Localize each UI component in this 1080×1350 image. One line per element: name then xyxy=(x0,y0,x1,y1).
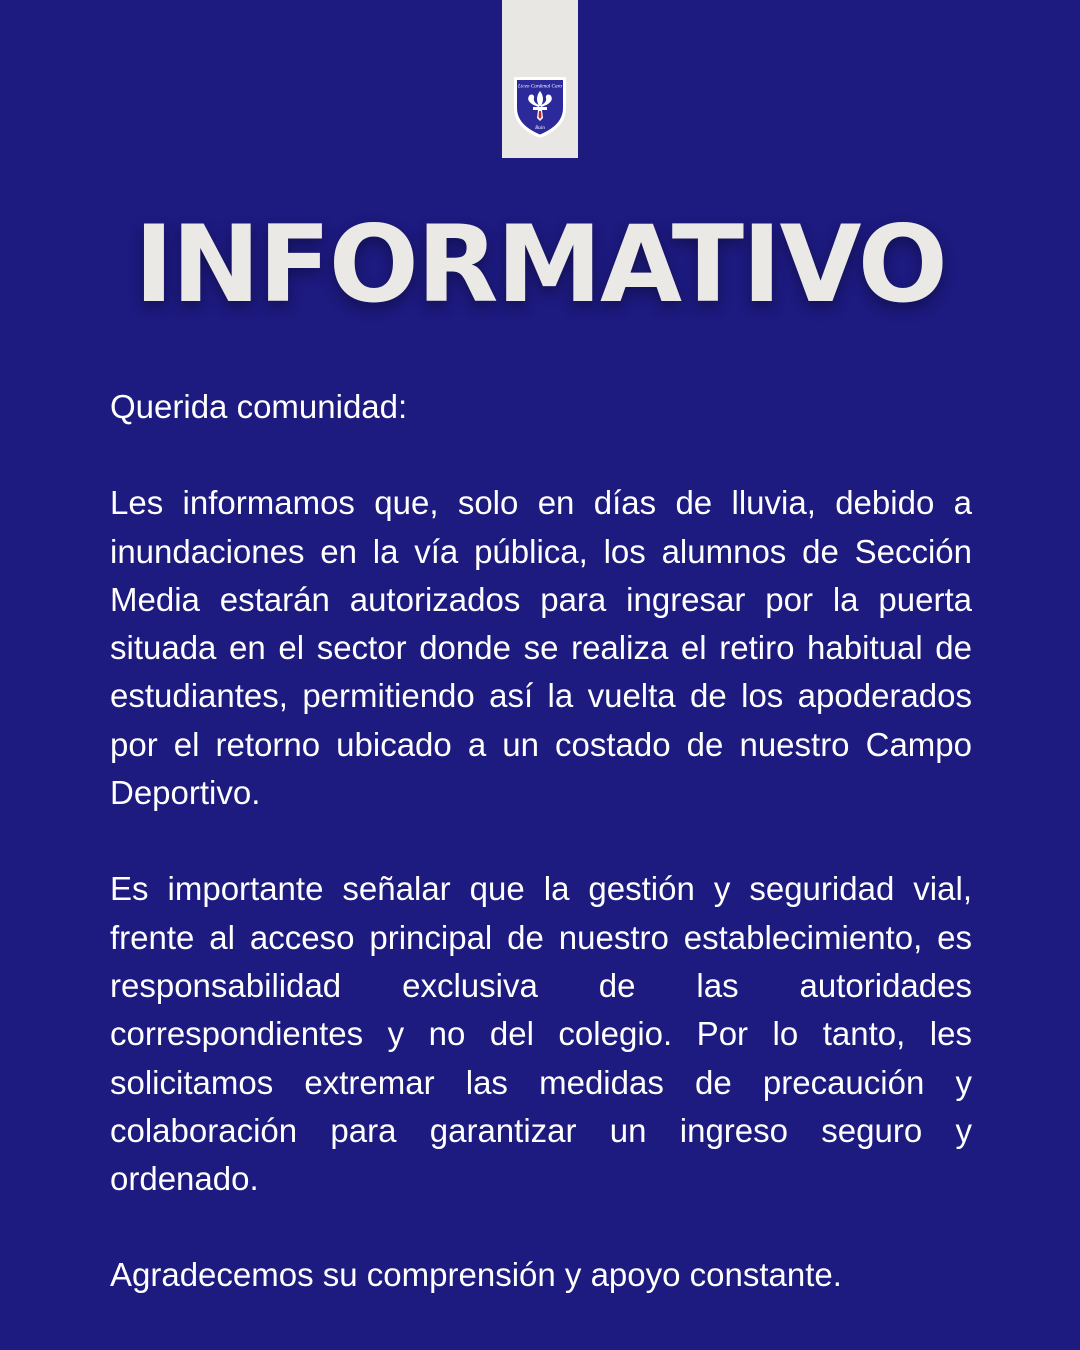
page-title: INFORMATIVO xyxy=(134,203,946,326)
greeting: Querida comunidad: xyxy=(110,388,408,425)
paragraph-road-safety: Es importante señalar que la gestión y seguridad vial, frente al acceso principal de nuestro establecimiento, es responsabilidad exclusiva de las autoridades correspondientes y no del colegio. Por lo tanto, les solicitamos extremar las medidas de precaución y colaboración para garantizar un ingreso seguro y ordenado. xyxy=(110,870,972,1198)
closing-line: Agradecemos su comprensión y apoyo constante. xyxy=(110,1256,842,1294)
paragraph-rain-access: Les informamos que, solo en días de lluvia, debido a inundaciones en la vía pública, los alumnos de Sección Media estarán autorizados para ingresar por la puerta situada en el sector donde se realiza el retiro habitual de estudiantes, permitiendo así la vuelta de los apoderados por el retorno ubicado a un costado de nuestro Campo Deportivo. xyxy=(110,484,972,812)
announcement-body xyxy=(110,383,972,1300)
crest-motto-bottom: Buin xyxy=(535,125,545,131)
crest-motto-top: Liceo Cardenal Caro xyxy=(518,83,562,90)
school-crest-icon xyxy=(510,74,570,140)
logo-tab xyxy=(502,0,578,158)
